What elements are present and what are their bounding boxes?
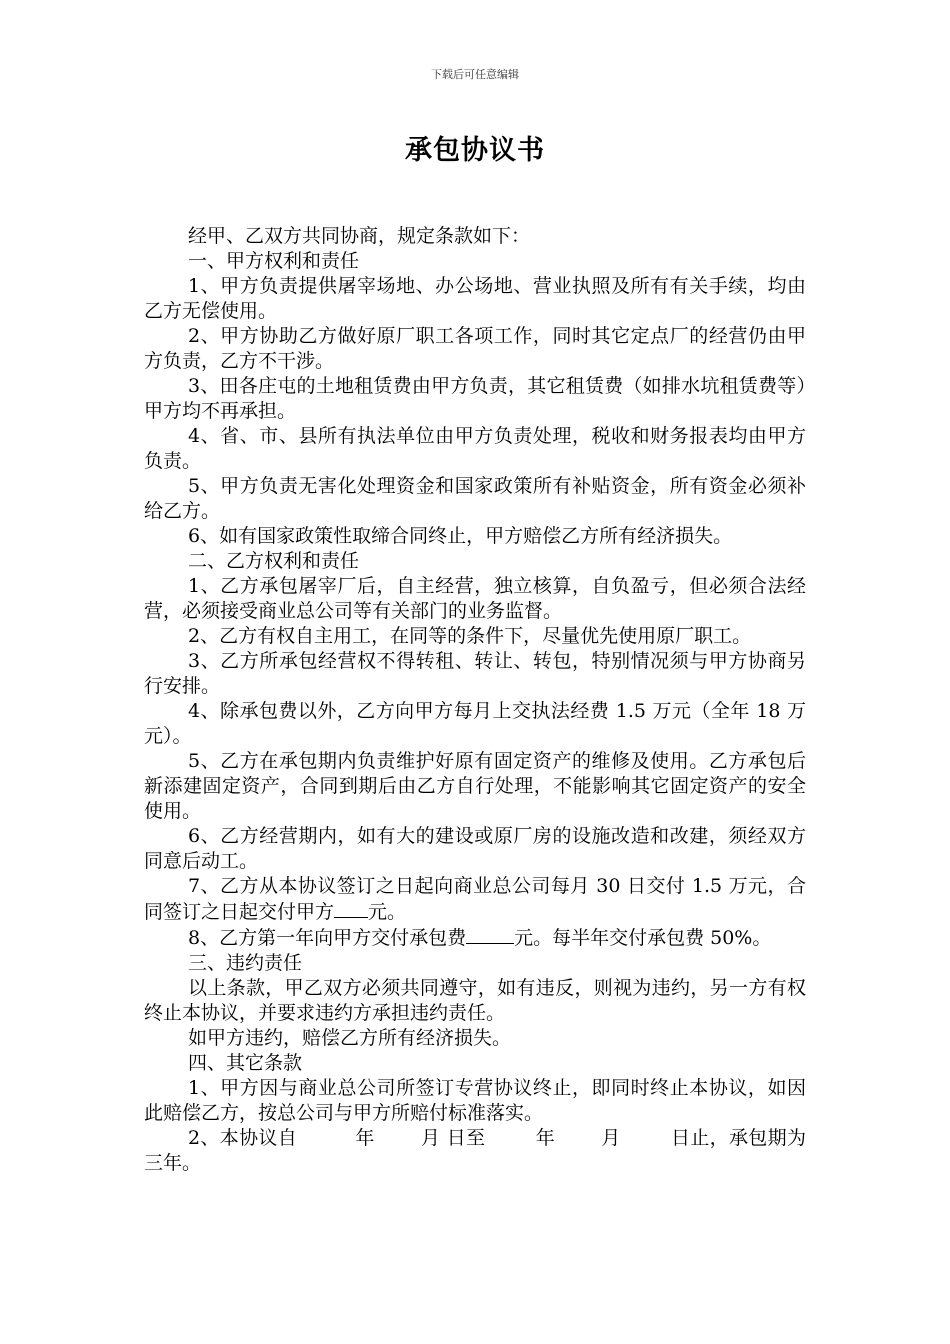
clause-c1: 以上条款，甲乙双方必须共同遵守，如有违反，则视为违约，另一方有权终止本协议，并要求违约方承担违约责任。 [144, 977, 806, 1024]
term-year-1: 年 [355, 1127, 375, 1149]
page-header-note: 下载后可任意编辑 [431, 68, 519, 81]
clause-b5: 5、乙方在承包期内负责维护好原有固定资产的维修及使用。乙方承包后新添建固定资产，合同到期后由乙方自行处理，不能影响其它固定资产的安全使用。 [144, 750, 806, 822]
term-month-2: 月 [601, 1127, 621, 1149]
term-text-end: 日止，承包期为三年。 [144, 1127, 806, 1174]
clause-b6: 6、乙方经营期内，如有大的建设或原厂房的设施改造和改建，须经双方同意后动工。 [144, 825, 806, 872]
clause-b8-tail: 元。每半年交付承包费 50%。 [514, 927, 772, 949]
clause-b7 [144, 874, 806, 925]
clause-b2: 2、乙方有权自主用工，在同等的条件下，尽量优先使用原厂职工。 [188, 625, 752, 647]
section-heading-party-a: 一、甲方权利和责任 [188, 250, 360, 272]
section-heading-breach: 三、违约责任 [188, 952, 303, 974]
clause-b7-tail: 元。 [368, 901, 407, 923]
clause-d2 [144, 1126, 806, 1176]
document-title: 承包协议书 [405, 135, 545, 166]
document-body [144, 224, 806, 1176]
term-month-day-1: 月 日至 [420, 1127, 486, 1149]
clause-b8 [144, 925, 806, 951]
section-heading-other: 四、其它条款 [188, 1052, 303, 1074]
clause-a5: 5、甲方负责无害化处理资金和国家政策所有补贴资金，所有资金必须补给乙方。 [144, 475, 806, 522]
clause-b1: 1、乙方承包屠宰厂后，自主经营，独立核算，自负盈亏，但必须合法经营，必须接受商业总公司等有关部门的业务监督。 [144, 575, 806, 622]
fill-blank-fee [466, 925, 514, 944]
clause-a4: 4、省、市、县所有执法单位由甲方负责处理，税收和财务报表均由甲方负责。 [144, 425, 806, 472]
section-heading-party-b: 二、乙方权利和责任 [188, 550, 360, 572]
term-year-2: 年 [535, 1127, 556, 1149]
clause-b8-text: 8、乙方第一年向甲方交付承包费 [188, 927, 467, 949]
clause-b7-text: 7、乙方从本协议签订之日起向商业总公司每月 30 日交付 1.5 万元，合同签订之日起交付甲方 [144, 875, 806, 923]
clause-b4: 4、除承包费以外，乙方向甲方每月上交执法经费 1.5 万元（全年 18 万元）。 [144, 700, 806, 747]
intro-paragraph: 经甲、乙双方共同协商，规定条款如下： [188, 225, 531, 247]
term-text-start: 2、本协议自 [188, 1127, 298, 1149]
fill-blank-amount [334, 899, 368, 918]
clause-a6: 6、如有国家政策性取缔合同终止，甲方赔偿乙方所有经济损失。 [188, 525, 733, 547]
clause-a1: 1、甲方负责提供屠宰场地、办公场地、营业执照及所有有关手续，均由乙方无偿使用。 [144, 275, 806, 322]
clause-a3: 3、田各庄屯的土地租赁费由甲方负责，其它租赁费（如排水坑租赁费等）甲方均不再承担。 [144, 375, 806, 422]
clause-b3: 3、乙方所承包经营权不得转租、转让、转包，特别情况须与甲方协商另行安排。 [144, 650, 806, 697]
clause-d1: 1、甲方因与商业总公司所签订专营协议终止，即同时终止本协议，如因此赔偿乙方，按总公司与甲方所赔付标准落实。 [144, 1077, 806, 1124]
clause-a2: 2、甲方协助乙方做好原厂职工各项工作，同时其它定点厂的经营仍由甲方负责，乙方不干涉。 [144, 325, 806, 372]
clause-c2: 如甲方违约，赔偿乙方所有经济损失。 [188, 1027, 512, 1049]
